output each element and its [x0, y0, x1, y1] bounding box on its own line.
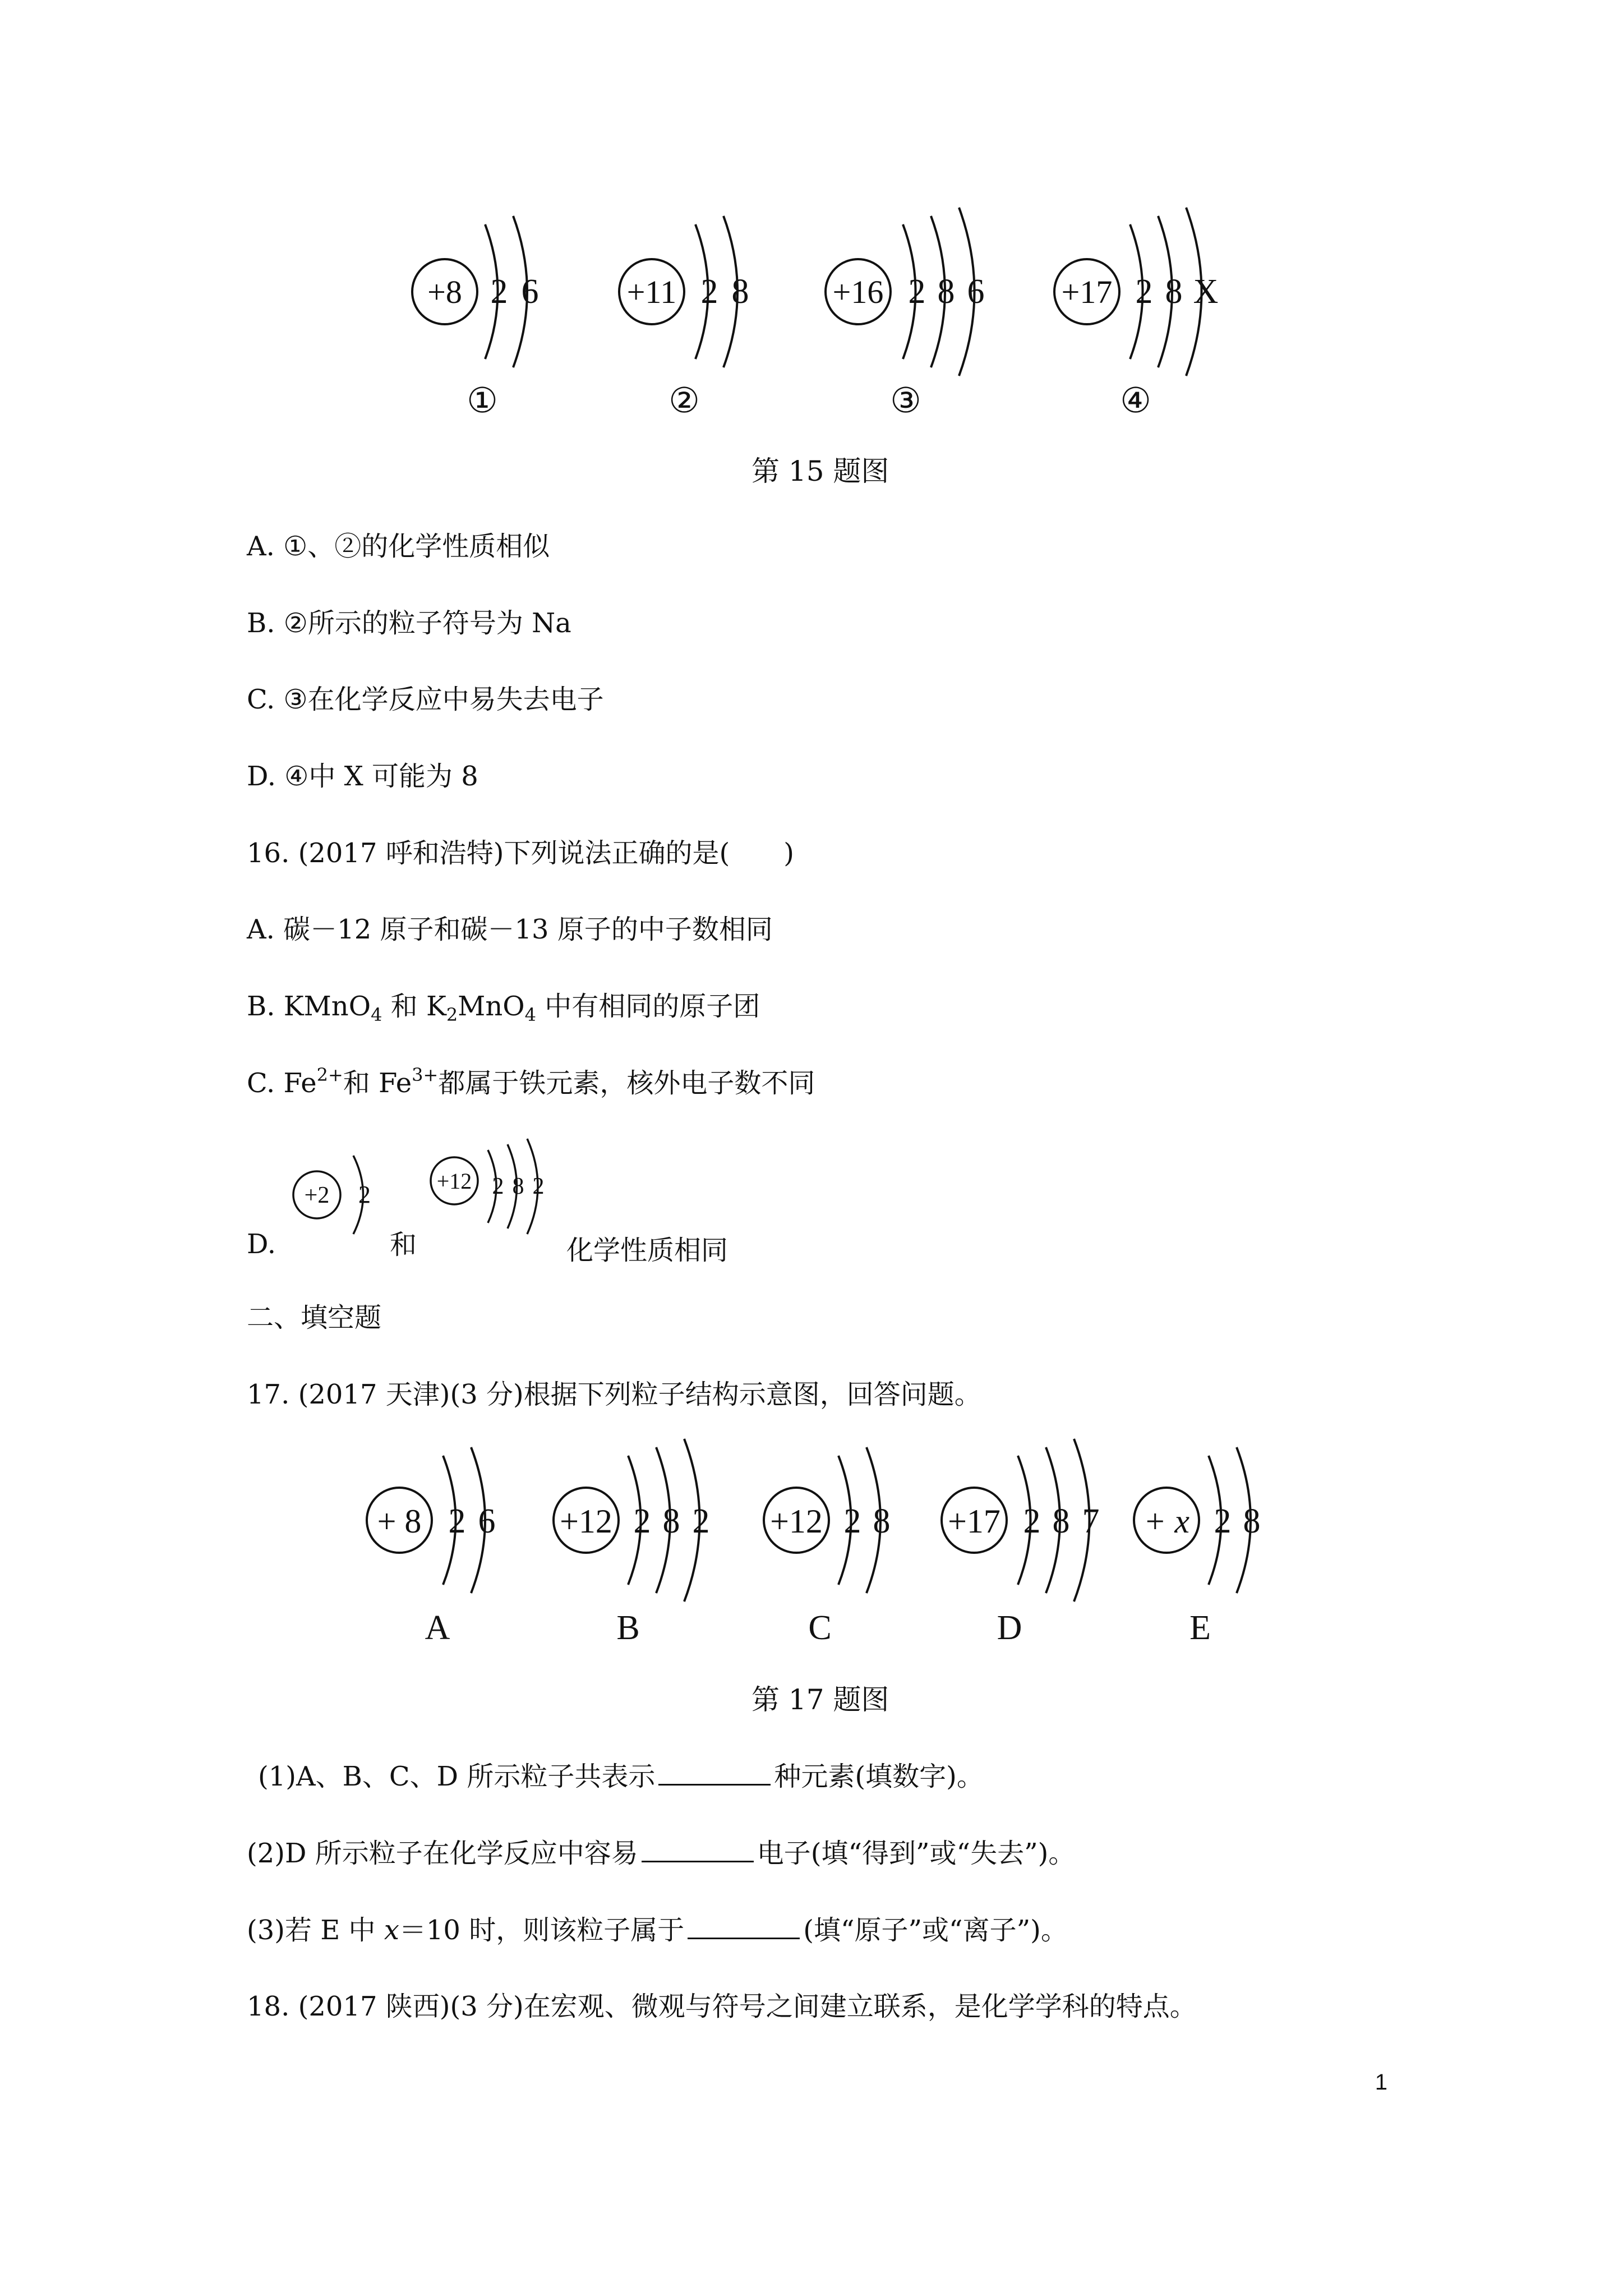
shell-electrons: 8 [937, 273, 955, 311]
atom-label: D [997, 1609, 1022, 1647]
atom-diagram-4 [1054, 208, 1218, 420]
q15-option-c: C. ③在化学反应中易失去电子 [247, 684, 604, 715]
shell-electrons: 2 [490, 273, 508, 311]
atom-diagram-b [554, 1439, 710, 1647]
q16-option-d-label: D. [247, 1228, 276, 1260]
q16-stem: 16. (2017 呼和浩特)下列说法正确的是( ) [247, 838, 794, 869]
atom-label: ② [668, 382, 700, 420]
answer-blank[interactable] [658, 1764, 771, 1786]
atom-label: ③ [890, 382, 921, 420]
atom-label: E [1189, 1609, 1211, 1647]
shell-electrons: 2 [633, 1502, 651, 1540]
shell-electrons: 8 [1165, 273, 1183, 311]
atom-label: B [616, 1609, 640, 1647]
figure-17-caption: 第 17 题图 [751, 1683, 889, 1716]
shell-electrons: X [1193, 273, 1219, 311]
shell-electrons: 2 [843, 1502, 861, 1540]
q17-part-1: (1)A、B、C、D 所示粒子共表示 种元素(填数字)。 [258, 1761, 984, 1792]
nucleus-label: +12 [770, 1503, 823, 1540]
atom-label: A [425, 1609, 450, 1647]
atom-label: ④ [1120, 382, 1151, 420]
shell-electrons: 6 [478, 1502, 496, 1540]
q18-stem: 18. (2017 陕西)(3 分)在宏观、微观与符号之间建立联系，是化学学科的特点。 [247, 1991, 1197, 2022]
atom-diagram-e [1134, 1447, 1261, 1647]
q16-d-atom-diagrams [286, 1133, 578, 1257]
shell-electrons: 8 [1052, 1502, 1070, 1540]
nucleus-label: +8 [427, 274, 462, 310]
q17-part-2: (2)D 所示粒子在化学反应中容易 电子(填“得到”或“失去”)。 [247, 1838, 1076, 1869]
atom-diagram-magnesium [431, 1139, 545, 1234]
nucleus-label: +2 [304, 1182, 330, 1208]
answer-blank[interactable] [642, 1841, 754, 1862]
q17-part-3: (3)若 E 中 x＝10 时，则该粒子属于 (填“原子”或“离子”)。 [247, 1915, 1068, 1946]
nucleus-label: +17 [1061, 274, 1113, 310]
atom-diagram-helium [293, 1156, 371, 1234]
figure-17-atom-diagrams [359, 1436, 1312, 1660]
shell-electrons: 2 [358, 1181, 371, 1208]
atom-diagram-3 [826, 208, 985, 420]
shell-electrons: 2 [700, 273, 718, 311]
shell-electrons: 6 [521, 273, 539, 311]
answer-blank[interactable] [688, 1917, 800, 1939]
nucleus-label: + x [1143, 1503, 1190, 1540]
shell-electrons: 8 [662, 1502, 680, 1540]
q16-option-c: C. $Fe^{2+}$和 $Fe^{3+}$都属于铁元素，核外电子数不同 [247, 1064, 815, 1099]
atom-diagram-2 [619, 216, 749, 420]
nucleus-label: + 8 [377, 1503, 422, 1540]
atom-label: C [808, 1609, 832, 1647]
figure-15-atom-diagrams [381, 202, 1279, 438]
nucleus-label: +17 [948, 1503, 1000, 1540]
shell-electrons: 8 [1243, 1502, 1261, 1540]
shell-electrons: 8 [512, 1174, 524, 1199]
nucleus-label: +12 [560, 1503, 612, 1540]
figure-15-caption: 第 15 题图 [751, 455, 889, 487]
shell-electrons: 7 [1082, 1502, 1100, 1540]
q16-d-suffix: 化学性质相同 [566, 1235, 728, 1266]
q16-d-and: 和 [390, 1229, 417, 1260]
page-number: 1 [1375, 2070, 1387, 2095]
shell-electrons: 8 [731, 273, 749, 311]
shell-electrons: 2 [448, 1502, 466, 1540]
q16-option-a: A. 碳－12 原子和碳－13 原子的中子数相同 [247, 914, 773, 945]
q15-option-b: B. ②所示的粒子符号为 Na [247, 608, 571, 639]
nucleus-label: +16 [832, 274, 884, 310]
shell-electrons: 2 [1023, 1502, 1041, 1540]
section-heading: 二、填空题 [247, 1302, 382, 1333]
shell-electrons: 2 [1214, 1502, 1232, 1540]
q17-stem: 17. (2017 天津)(3 分)根据下列粒子结构示意图，回答问题。 [247, 1379, 981, 1410]
shell-electrons: 2 [908, 273, 926, 311]
shell-electrons: 2 [532, 1174, 545, 1199]
atom-diagram-a [367, 1447, 496, 1647]
atom-label: ① [467, 382, 498, 420]
shell-electrons: 2 [1135, 273, 1153, 311]
q15-option-d: D. ④中 X 可能为 8 [247, 761, 478, 792]
nucleus-label: +11 [626, 274, 677, 310]
atom-diagram-d [942, 1439, 1100, 1647]
shell-electrons: 2 [692, 1502, 710, 1540]
atom-diagram-c [764, 1447, 891, 1647]
nucleus-label: +12 [436, 1168, 472, 1194]
q16-option-b: B. KMnO$_4$ 和 $K_2MnO_4$ 中有相同的原子团 [247, 991, 760, 1025]
shell-electrons: 6 [967, 273, 985, 311]
shell-electrons: 2 [492, 1174, 504, 1199]
shell-electrons: 8 [873, 1502, 891, 1540]
q15-option-a: A. ①、②的化学性质相似 [247, 531, 550, 562]
atom-diagram-1 [412, 216, 539, 420]
